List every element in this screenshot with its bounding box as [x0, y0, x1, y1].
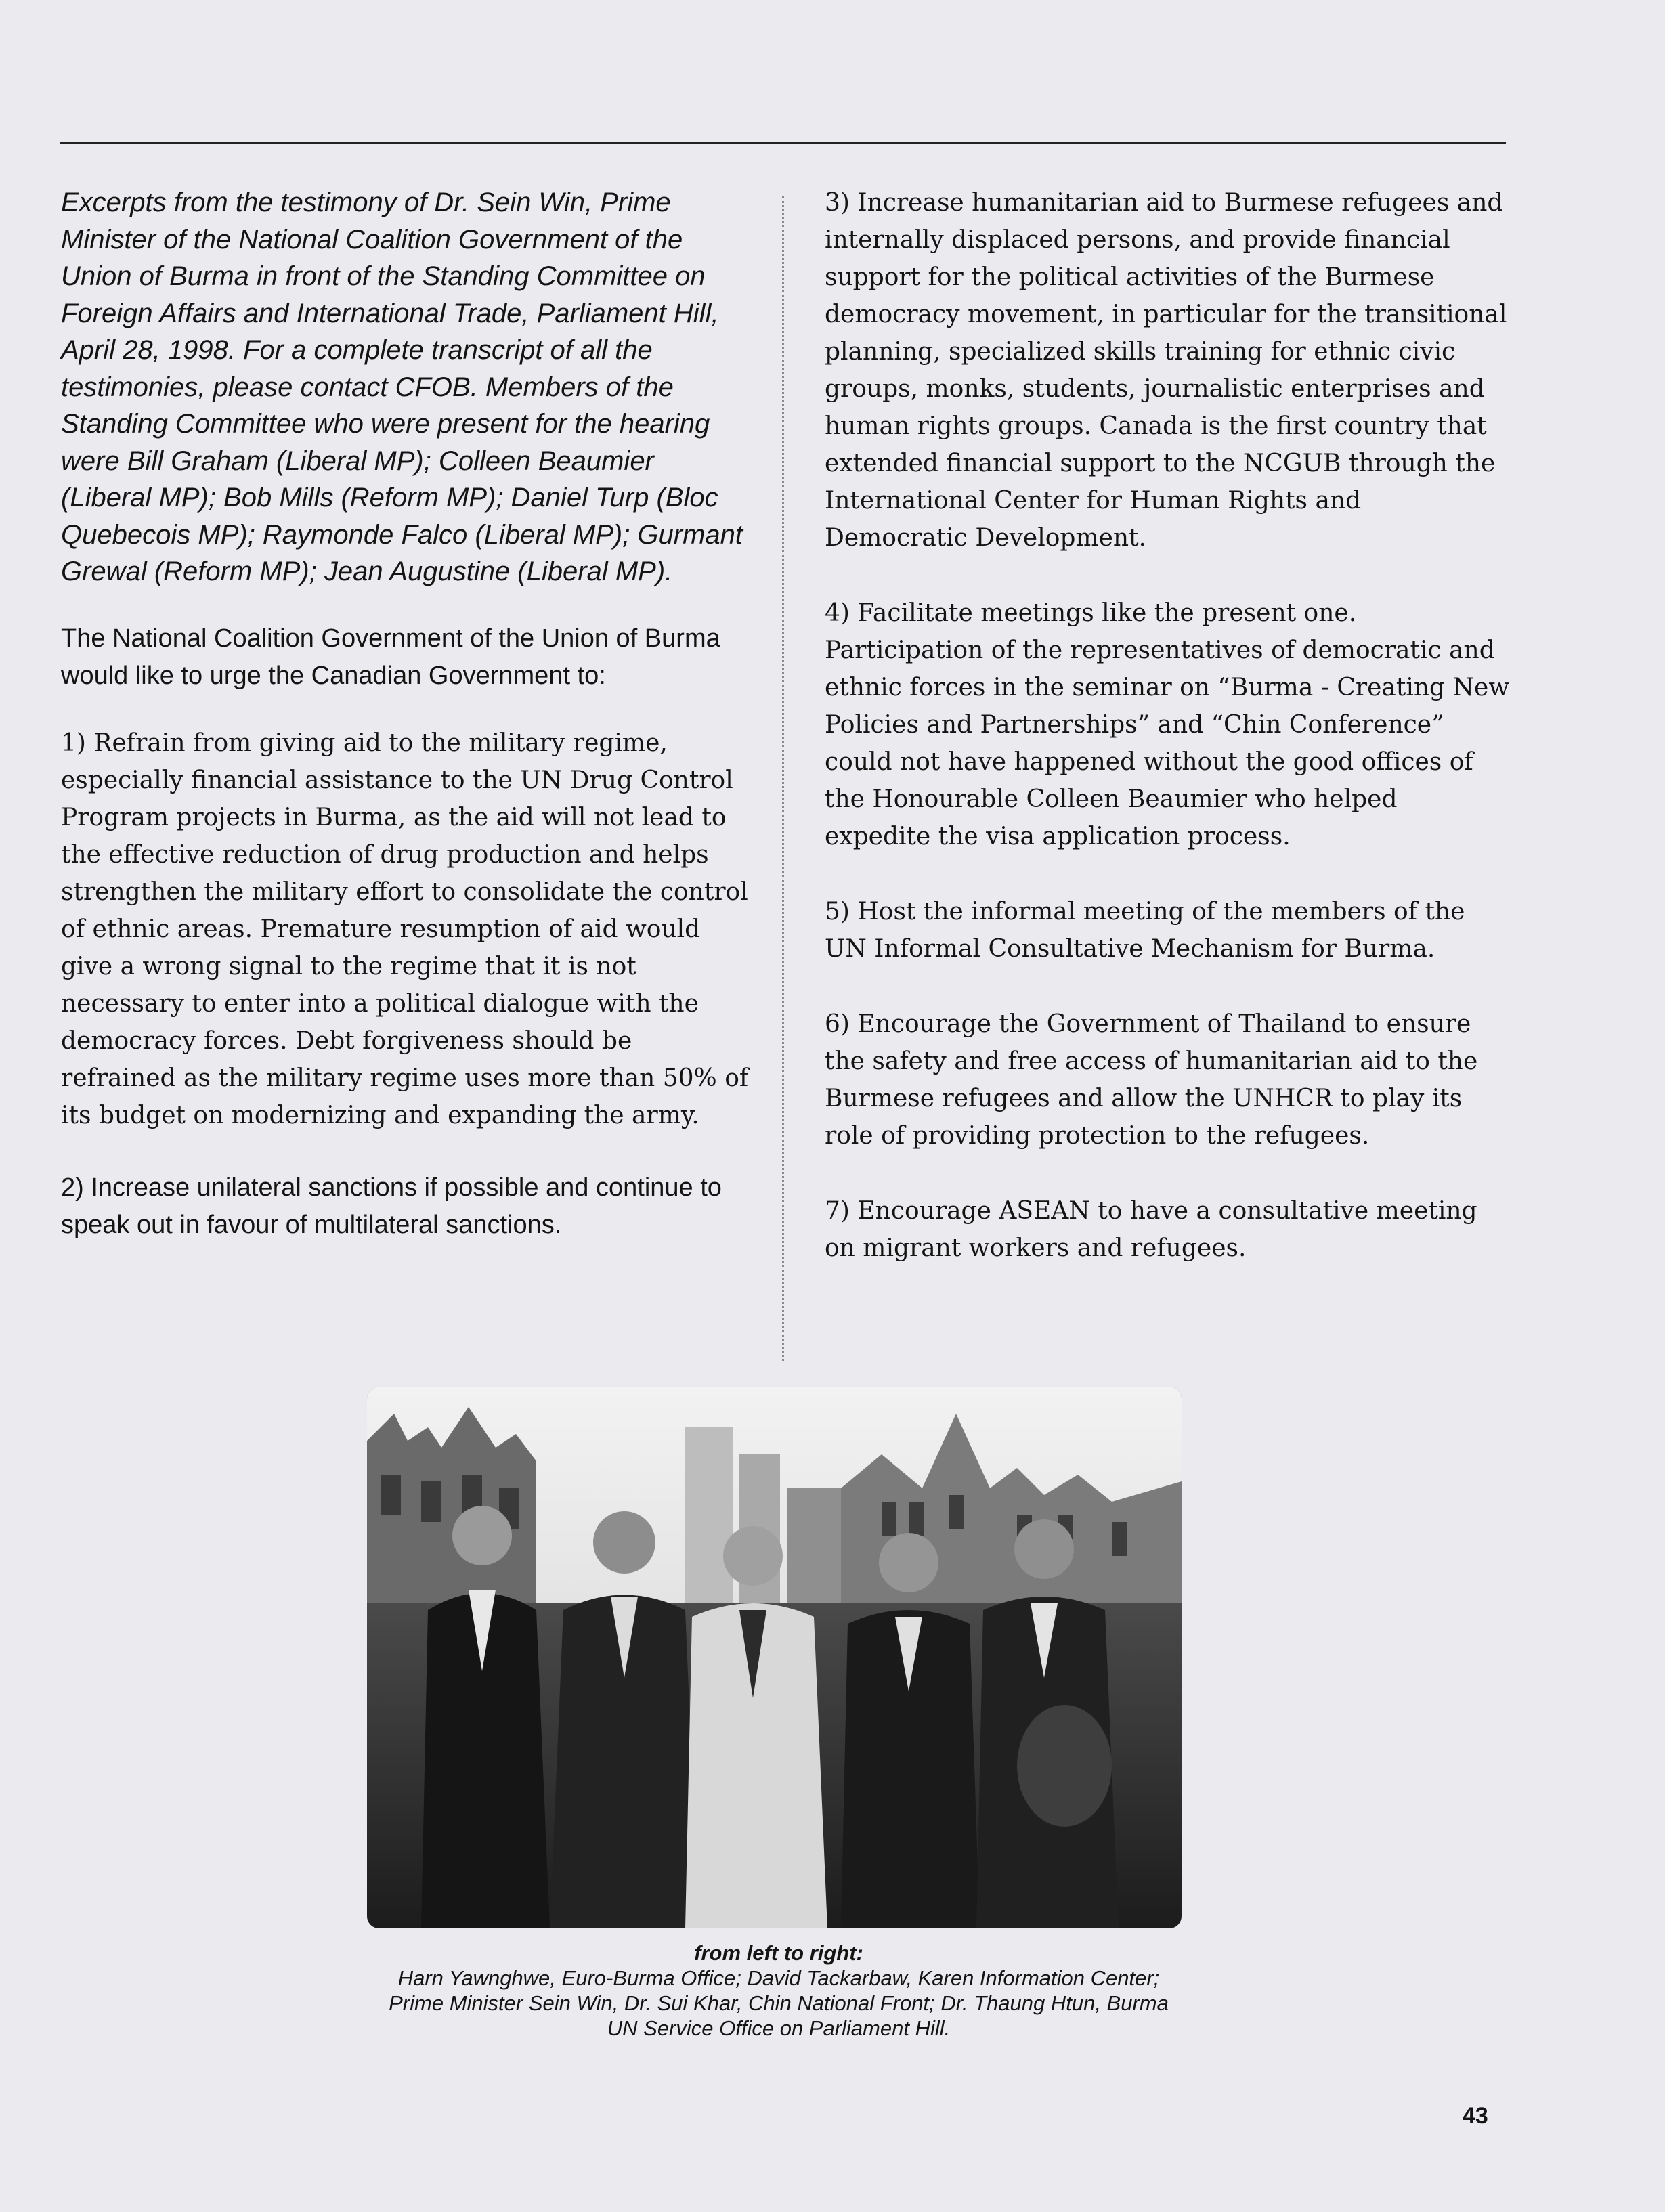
point-4: 4) Facilitate meetings like the present one. Participation of the representatives of democratic and ethnic forces in the seminar on “Burma - Creating New Policies and Partnerships” and “Chin Conference” could not have happened without the good offices of the Honourable Colleen Beaumier who helped expedite the visa application process. — [825, 599, 1510, 850]
page-number: 43 — [1463, 2103, 1488, 2129]
group-photo — [367, 1387, 1182, 1928]
caption-text: Harn Yawnghwe, Euro-Burma Office; David Tackarbaw, Karen Information Center; Prime Minister Sein Win, Dr. Sui Khar, Chin National Front; Dr. Thaung Htun, Burma UN Service Office on Parliament Hill. — [389, 1966, 1169, 2040]
point-6: 6) Encourage the Government of Thailand to ensure the safety and free access of humanitarian aid to the Burmese refugees and allow the UNHCR to play its role of providing protection to the refugees. — [825, 1010, 1478, 1150]
lead-paragraph: The National Coalition Government of the Union of Burma would like to urge the Canadian Government to: — [61, 624, 720, 690]
intro-paragraph: Excerpts from the testimony of Dr. Sein Win, Prime Minister of the National Coalition Government of the Union of Burma in front of the Standing Committee on Foreign Affairs and International Trade, Parliament Hill, April 28, 1998. For a complete transcript of all the testimonies, please contact CFOB. Members of the Standing Committee who were present for the hearing were Bill Graham (Liberal MP); Colleen Beaumier (Liberal MP); Bob Mills (Reform MP); Daniel Turp (Bloc Quebecois MP); Raymonde Falco (Liberal MP); Gurmant Grewal (Reform MP); Jean Augustine (Liberal MP). — [61, 188, 743, 586]
right-column — [825, 184, 1510, 1305]
point-5: 5) Host the informal meeting of the members of the UN Informal Consultative Mechanism for Burma. — [825, 898, 1465, 963]
point-7: 7) Encourage ASEAN to have a consultative meeting on migrant workers and refugees. — [825, 1197, 1477, 1262]
caption-heading: from left to right: — [694, 1941, 863, 1965]
photo-caption — [379, 1940, 1178, 2041]
left-column — [61, 184, 752, 1279]
point-3: 3) Increase humanitarian aid to Burmese refugees and internally displaced persons, and provide financial support for the political activities of the Burmese democracy movement, in particular for the transitional planning, specialized skills training for ethnic civic groups, monks, students, journalistic enterprises and human rights groups. Canada is the first country that extended financial support to the NCGUB through the International Center for Human Rights and Democratic Development. — [825, 189, 1507, 552]
column-divider — [782, 196, 784, 1361]
top-rule — [60, 142, 1506, 144]
point-2: 2) Increase unilateral sanctions if possible and continue to speak out in favour of multilateral sanctions. — [61, 1173, 722, 1239]
point-1: 1) Refrain from giving aid to the military regime, especially financial assistance to the UN Drug Control Program projects in Burma, as the aid will not lead to the effective reduction of drug production and helps strengthen the military effort to consolidate the control of ethnic areas. Premature resumption of aid would give a wrong signal to the regime that it is not necessary to enter into a political dialogue with the democracy forces. Debt forgiveness should be refrained as the military regime uses more than 50% of its budget on modernizing and expanding the army. — [61, 729, 749, 1129]
